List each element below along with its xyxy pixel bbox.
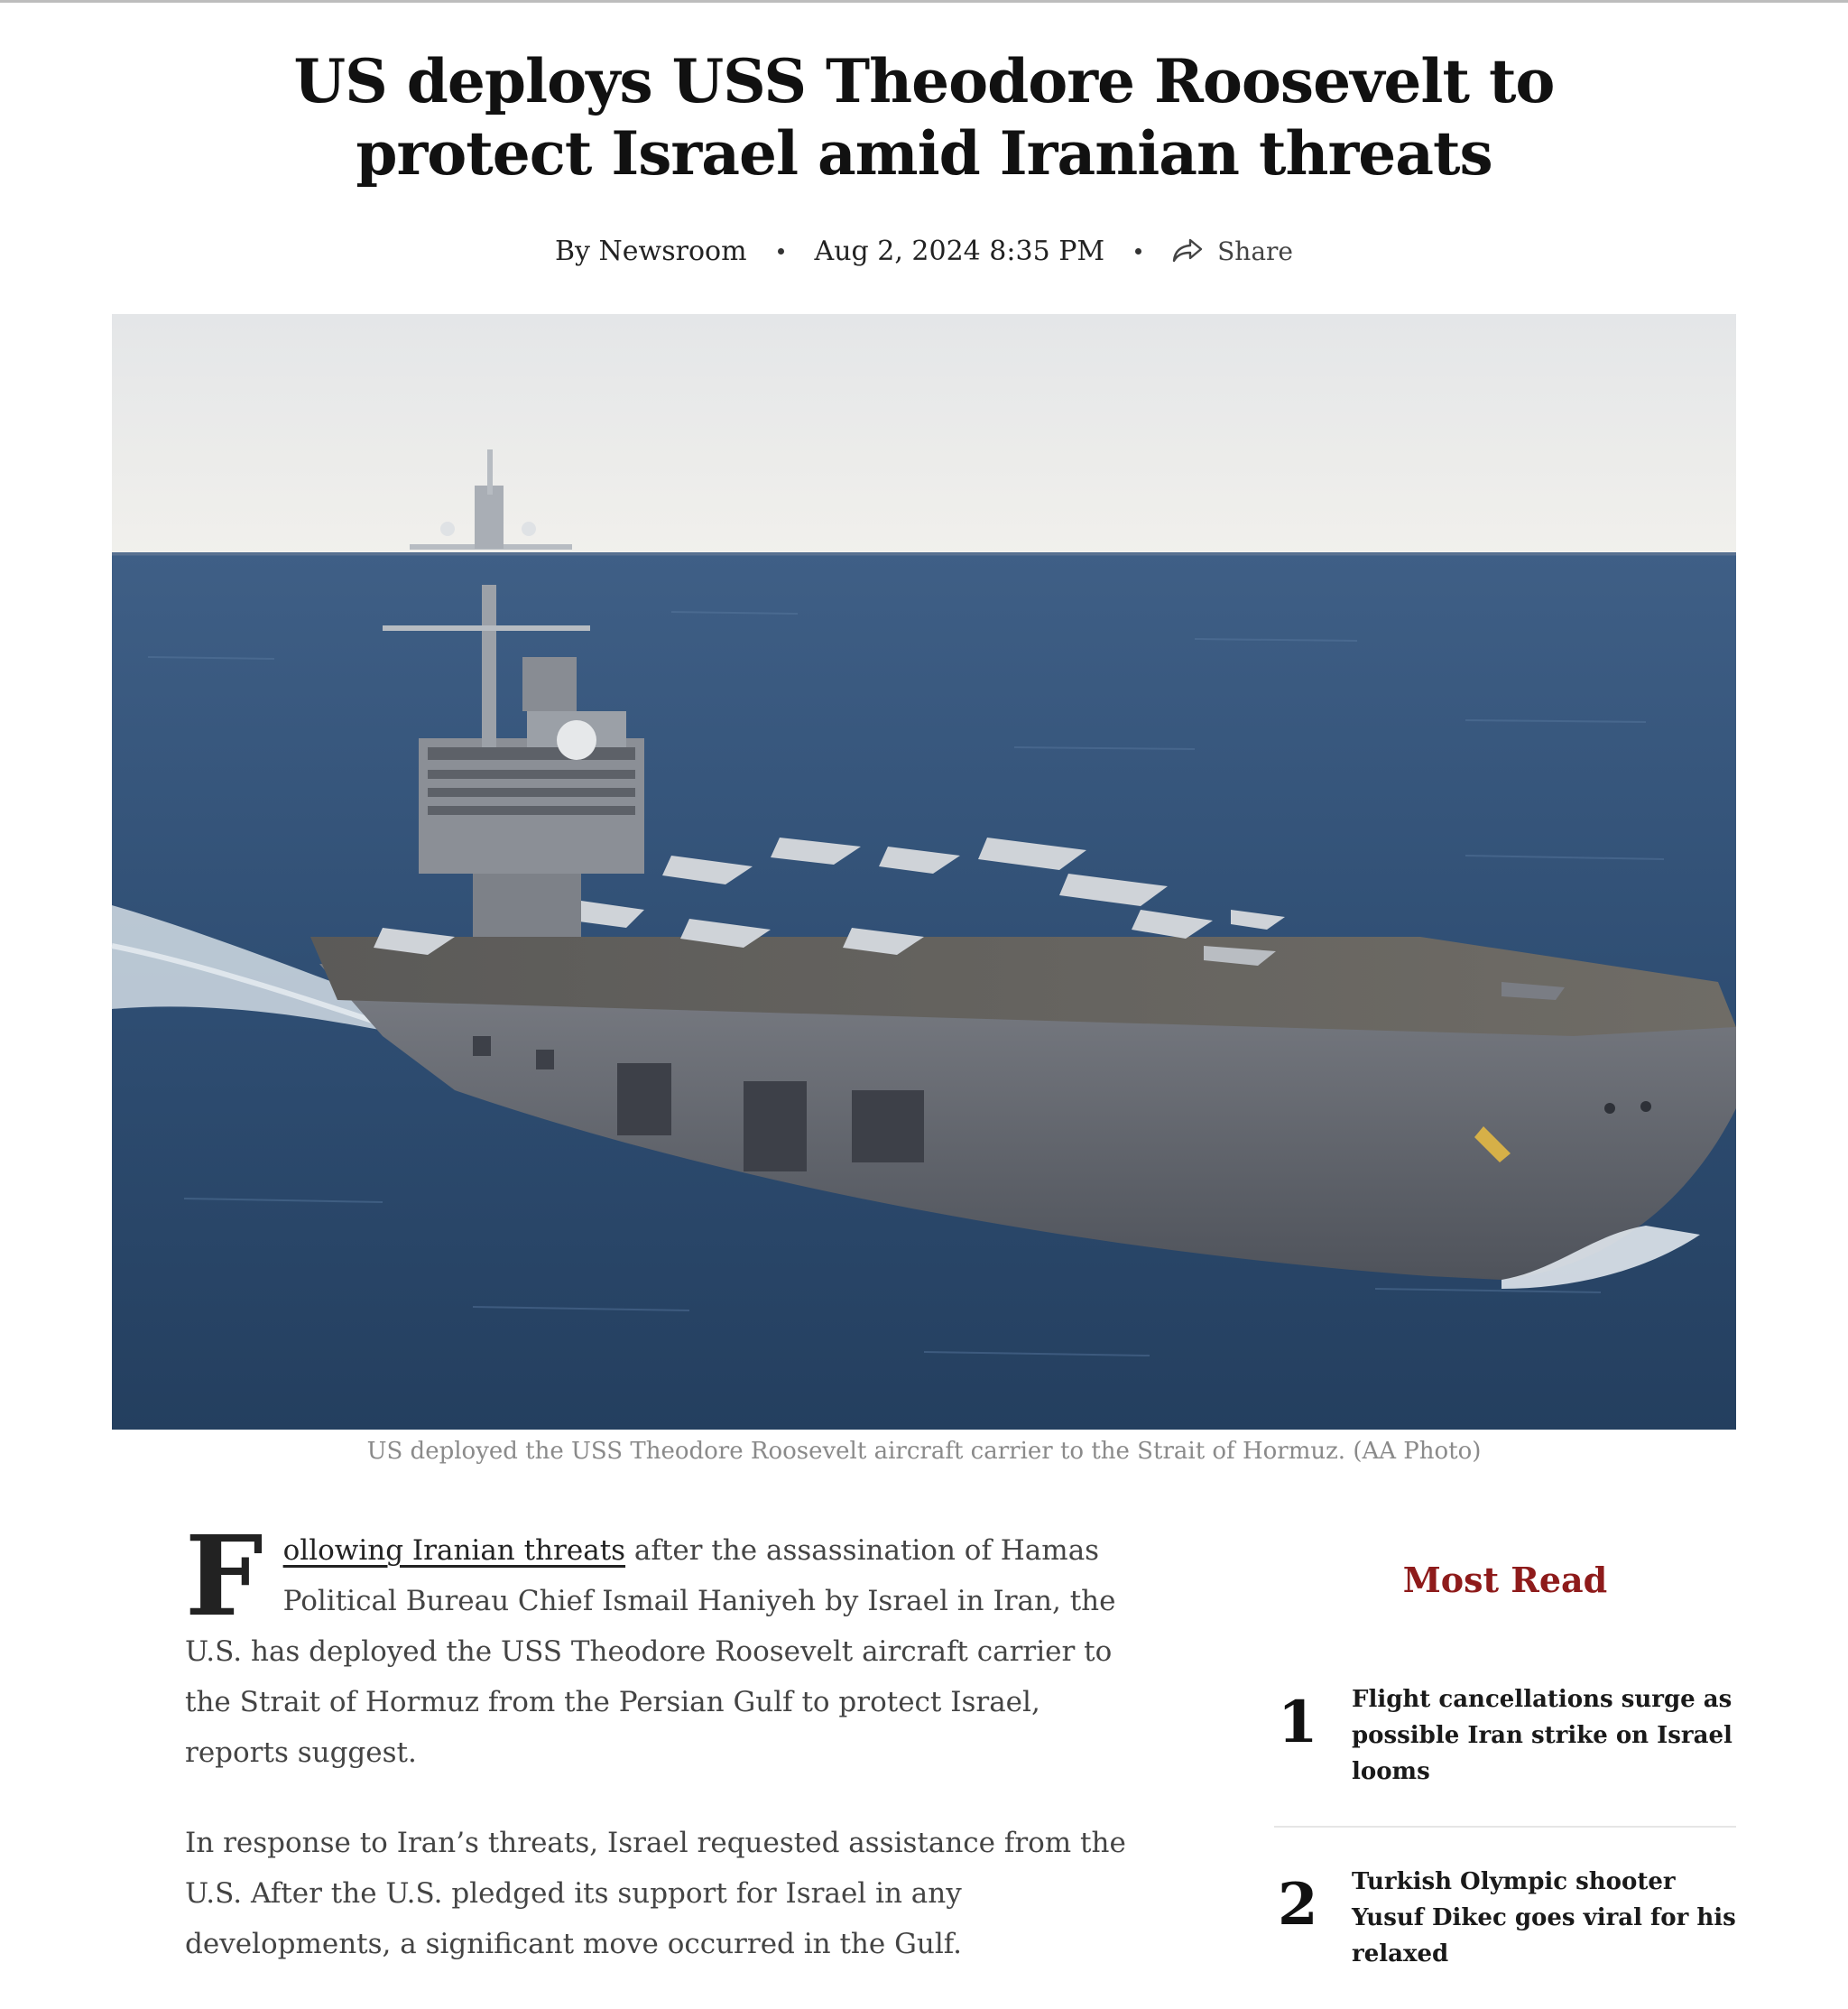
share-arrow-icon [1172, 237, 1203, 264]
separator-dot [778, 248, 784, 255]
share-label: Share [1217, 236, 1293, 266]
most-read-title-link[interactable]: Turkish Olympic shooter Yusuf Dikec goes viral for his relaxed [1352, 1868, 1736, 1967]
paragraph-2: In response to Iran’s threats, Israel requested assistance from the U.S. After the U.S. pledged its support for Israel in any developments, a significant move occurred in the Gulf. [185, 1827, 1126, 1960]
most-read-sidebar [1274, 1552, 1736, 2008]
most-read-rank: 2 [1278, 1871, 1318, 1939]
image-caption: US deployed the USS Theodore Roosevelt aircraft carrier to the Strait of Hormuz. (AA Photo) [366, 1438, 1482, 1465]
most-read-item[interactable] [1274, 1681, 1736, 1826]
paragraph-1 [185, 1511, 1150, 1778]
hero-image [112, 314, 1736, 1430]
iranian-threats-link[interactable]: ollowing Iranian threats [282, 1534, 626, 1567]
byline-bar [0, 231, 1848, 271]
article-body [185, 1511, 1150, 2009]
aircraft-carrier-photo [112, 314, 1736, 1430]
most-read-heading: Most Read [1402, 1560, 1608, 1600]
most-read-item[interactable] [1274, 1826, 1736, 2008]
drop-cap: F [185, 1511, 263, 1641]
author-link[interactable]: By Newsroom [555, 235, 747, 267]
article-headline [112, 45, 1736, 190]
publish-date: Aug 2, 2024 8:35 PM [814, 235, 1105, 267]
paragraph-1-text: after the assassination of Hamas Political Bureau Chief Ismail Haniyeh by Israel in Iran, the U.S. has deployed the USS Theodore Roosevelt aircraft carrier to the Strait of Hormuz from the Persian Gulf to protect Israel, reports suggest. [185, 1534, 1116, 1769]
most-read-title-link[interactable]: Flight cancellations surge as possible Iran strike on Israel looms [1352, 1686, 1732, 1785]
headline-line-1: US deploys USS Theodore Roosevelt to [293, 46, 1555, 116]
separator-dot [1135, 248, 1141, 255]
top-divider [0, 0, 1848, 3]
headline-line-2: protect Israel amid Iranian threats [356, 118, 1492, 189]
most-read-rank: 1 [1278, 1689, 1318, 1756]
share-button[interactable] [1172, 236, 1293, 266]
